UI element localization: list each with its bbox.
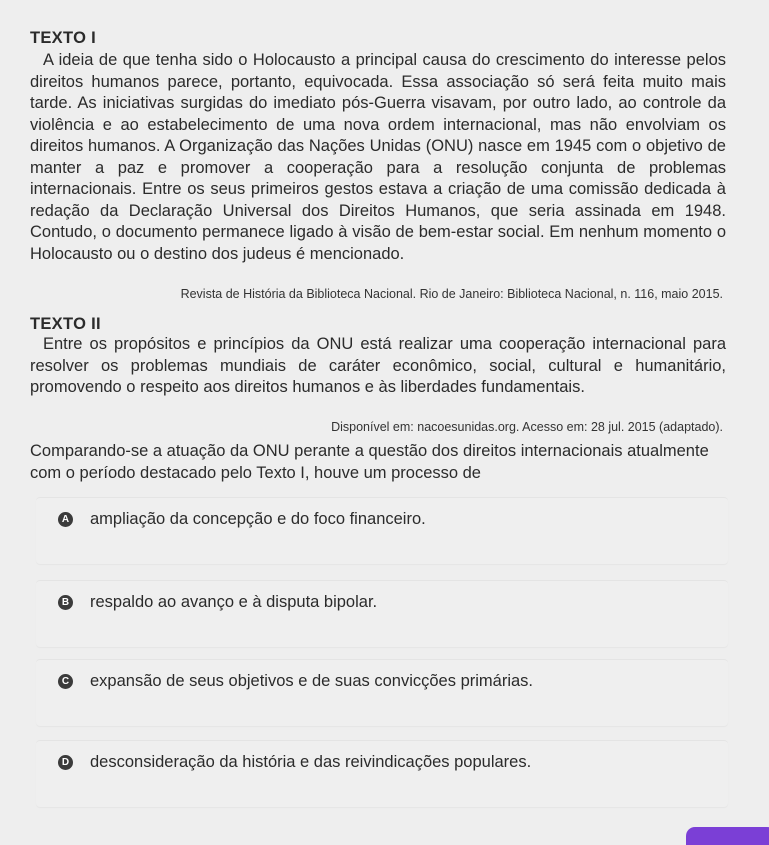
option-letter-badge: A — [58, 512, 73, 527]
option-text: expansão de seus objetivos e de suas convicções primárias. — [90, 672, 533, 690]
texto-1-body — [30, 50, 726, 265]
option-d[interactable] — [36, 740, 728, 807]
option-text: ampliação da concepção e do foco financeiro. — [90, 510, 426, 528]
texto-1-heading: TEXTO I — [30, 29, 96, 47]
option-letter-badge: D — [58, 755, 73, 770]
texto-2-body — [30, 334, 726, 399]
texto-2-body-text: Entre os propósitos e princípios da ONU está realizar uma cooperação internacional para resolver os problemas mundiais de caráter econômico, social, cultural e humanitário, promovendo o respeito aos direitos humanos e às liberdades fundamentais. — [30, 335, 726, 396]
texto-1-body-text: A ideia de que tenha sido o Holocausto a principal causa do crescimento do interesse pelos direitos humanos parece, portanto, equivocada. Essa associação só será feita muito mais tarde. As iniciativas surgidas do imediato pós-Guerra visavam, por outro lado, ao controle da violência e ao estabelecimento de uma nova ordem internacional, mas não envolviam os direitos humanos. A Organização das Nações Unidas (ONU) nasce em 1945 com o objetivo de manter a paz e promover a cooperação para a resolução conjunta de problemas internacionais. Entre os seus primeiros gestos estava a criação de uma comissão dedicada à redação da Declaração Universal dos Direitos Humanos, que seria assinada em 1948. Contudo, o documento permanece ligado à visão de bem-estar social. Em nenhum momento o Holocausto ou o destino dos judeus é mencionado. — [30, 51, 726, 263]
texto-1-source: Revista de História da Biblioteca Nacional. Rio de Janeiro: Biblioteca Nacional, n. 116, maio 2015. — [180, 287, 723, 301]
question-prompt: Comparando-se a atuação da ONU perante a questão dos direitos internacionais atualmente com o período destacado pelo Texto I, houve um processo de — [30, 442, 709, 482]
texto-2-source: Disponível em: nacoesunidas.org. Acesso em: 28 jul. 2015 (adaptado). — [331, 420, 723, 434]
option-letter-badge: B — [58, 595, 73, 610]
option-b[interactable] — [36, 580, 728, 647]
texto-2-heading: TEXTO II — [30, 315, 101, 333]
option-text: desconsideração da história e das reivindicações populares. — [90, 753, 532, 771]
option-letter-badge: C — [58, 674, 73, 689]
option-c[interactable] — [36, 659, 728, 726]
submit-tab[interactable] — [686, 827, 769, 845]
option-a[interactable] — [36, 497, 728, 564]
option-text: respaldo ao avanço e à disputa bipolar. — [90, 593, 378, 611]
